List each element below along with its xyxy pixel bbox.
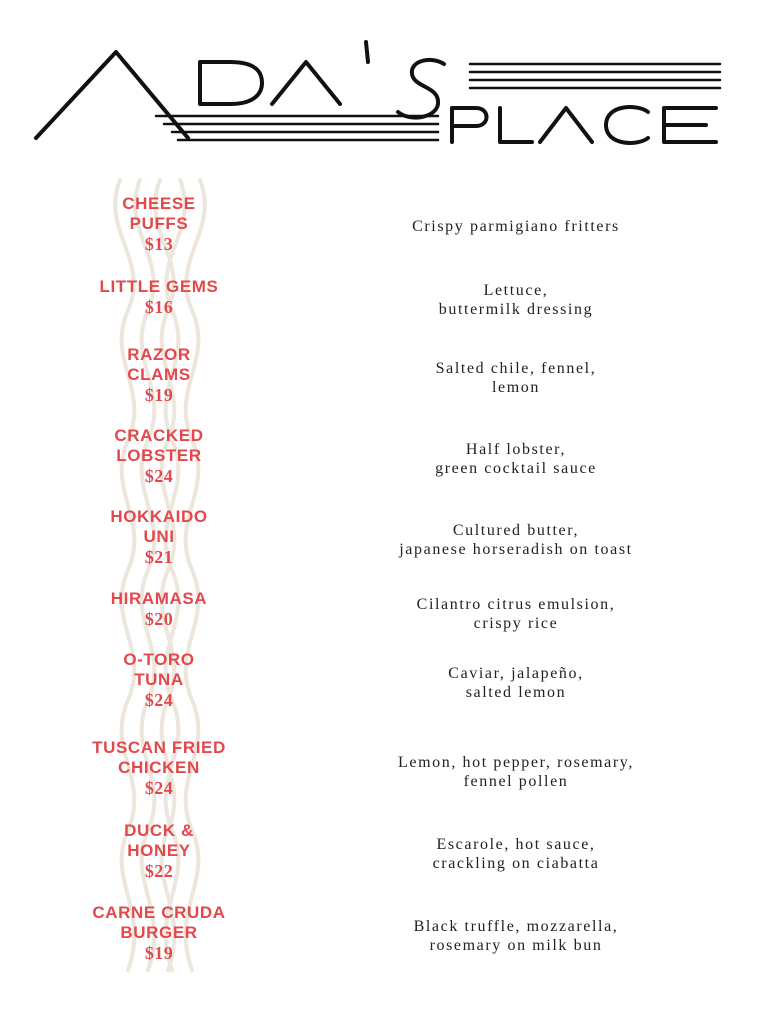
dish-name: HIRAMASA xyxy=(110,589,208,608)
dish-price: $20 xyxy=(144,609,174,629)
dish-description: Caviar, jalapeño, salted lemon xyxy=(448,665,584,701)
dish-name: CRACKED LOBSTER xyxy=(114,426,204,465)
dish-description: Escarole, hot sauce, crackling on ciabatta xyxy=(432,836,600,872)
dish-description: Crispy parmigiano fritters xyxy=(412,218,620,235)
dish-price: $24 xyxy=(144,466,174,486)
dish-price: $16 xyxy=(144,297,174,317)
dish-price: $24 xyxy=(144,690,174,710)
dish-price: $24 xyxy=(144,778,174,798)
dish-price: $19 xyxy=(144,385,174,405)
dish-name: CHEESE PUFFS xyxy=(122,194,196,233)
dish-price: $19 xyxy=(144,943,174,963)
dish-name: LITTLE GEMS xyxy=(99,277,219,296)
dish-description: Cultured butter, japanese horseradish on toast xyxy=(399,522,633,558)
dish-description: Half lobster, green cocktail sauce xyxy=(435,441,597,477)
dish-name: CARNE CRUDA BURGER xyxy=(92,903,226,942)
dish-description: Black truffle, mozzarella, rosemary on milk bun xyxy=(413,918,619,954)
dish-name: O-TORO TUNA xyxy=(123,650,195,689)
dish-price: $21 xyxy=(144,547,174,567)
dish-description: Lemon, hot pepper, rosemary, fennel pollen xyxy=(398,754,634,790)
dish-name: TUSCAN FRIED CHICKEN xyxy=(92,738,226,777)
dish-description: Cilantro citrus emulsion, crispy rice xyxy=(416,596,616,632)
dish-name: RAZOR CLAMS xyxy=(127,345,191,384)
dish-price: $13 xyxy=(144,234,174,254)
dish-price: $22 xyxy=(144,861,174,881)
dish-name: HOKKAIDO UNI xyxy=(110,507,208,546)
dish-description: Lettuce, buttermilk dressing xyxy=(438,282,594,318)
dish-name: DUCK & HONEY xyxy=(124,821,194,860)
dish-description: Salted chile, fennel, lemon xyxy=(435,360,597,396)
